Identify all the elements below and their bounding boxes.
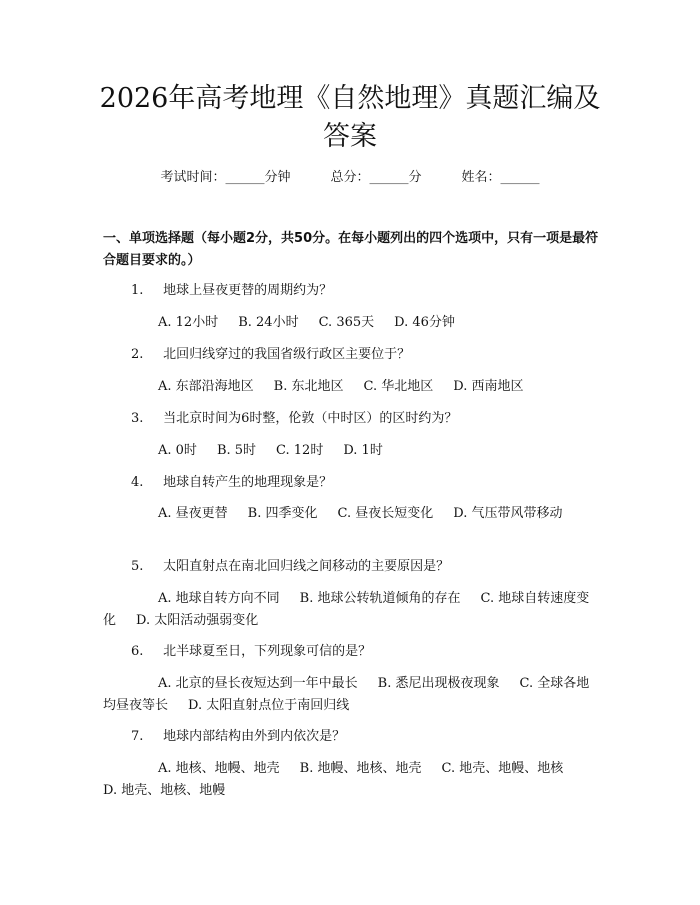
question-text: 地球自转产生的地理现象是？	[163, 475, 333, 490]
question-options	[103, 312, 598, 334]
option-a: A. 地球自转方向不同	[158, 591, 280, 606]
option-a: A. 北京的昼长夜短达到一年中最长	[158, 676, 358, 691]
question-stem	[103, 344, 598, 366]
option-d: D. 气压带风带移动	[453, 506, 563, 521]
option-d: D. 1时	[343, 443, 383, 458]
option-b: B. 24小时	[238, 315, 299, 330]
question-stem	[103, 472, 598, 494]
option-b: B. 悉尼出现极夜现象	[377, 676, 500, 691]
option-d: D. 46分钟	[394, 315, 455, 330]
option-b: B. 东北地区	[273, 379, 344, 394]
question-text: 北半球夏至日，下列现象可信的是？	[163, 644, 372, 659]
total-score-field: 总分：______分	[330, 170, 422, 185]
question-options	[103, 758, 598, 802]
question-options	[103, 440, 598, 462]
option-c: C. 昼夜长短变化	[337, 506, 434, 521]
question-number: 4.	[131, 475, 144, 490]
option-a: A. 12小时	[158, 315, 219, 330]
question-stem	[103, 408, 598, 430]
question-options	[103, 503, 598, 525]
option-d: D. 太阳活动强弱变化	[136, 613, 259, 628]
option-c: C. 全球各地均昼夜等长	[103, 676, 590, 713]
option-d: D. 太阳直射点位于南回归线	[188, 698, 350, 713]
section-heading: 一、单项选择题（每小题2分，共50分。在每小题列出的四个选项中，只有一项是最符合题目要求的。）	[103, 231, 599, 268]
page-title: 2026年高考地理《自然地理》真题汇编及答案	[99, 83, 601, 152]
option-c: C. 地壳、地幔、地核	[441, 761, 564, 776]
question-stem	[103, 726, 598, 748]
question-stem	[103, 280, 598, 302]
question-number: 6.	[131, 644, 144, 659]
question-number: 3.	[131, 411, 144, 426]
option-a: A. 地核、地幔、地壳	[158, 761, 280, 776]
option-b: B. 5时	[216, 443, 257, 458]
option-b: B. 地球公转轨道倾角的存在	[299, 591, 461, 606]
question-options	[103, 673, 598, 717]
option-a: A. 昼夜更替	[158, 506, 228, 521]
question-text: 地球上昼夜更替的周期约为？	[163, 283, 333, 298]
option-d: D. 地壳、地核、地幔	[103, 783, 226, 798]
exam-info-line	[0, 168, 700, 188]
question-text: 当北京时间为6时整，伦敦（中时区）的区时约为？	[163, 411, 458, 426]
question-stem	[103, 641, 598, 663]
option-c: C. 365天	[318, 315, 375, 330]
question-number: 2.	[131, 347, 144, 362]
option-c: C. 地球自转速度变化	[103, 591, 590, 628]
option-d: D. 西南地区	[453, 379, 524, 394]
question-stem	[103, 556, 598, 578]
option-c: C. 华北地区	[363, 379, 434, 394]
question-number: 5.	[131, 559, 144, 574]
question-text: 太阳直射点在南北回归线之间移动的主要原因是？	[163, 559, 450, 574]
question-number: 7.	[131, 729, 144, 744]
option-b: B. 地幔、地核、地壳	[299, 761, 422, 776]
question-options	[103, 588, 598, 632]
option-a: A. 0时	[158, 443, 197, 458]
option-c: C. 12时	[276, 443, 324, 458]
name-field: 姓名：______	[461, 170, 540, 185]
question-text: 地球内部结构由外到内依次是？	[163, 729, 346, 744]
exam-time-field: 考试时间：______分钟	[160, 170, 291, 185]
question-options	[103, 376, 598, 398]
question-text: 北回归线穿过的我国省级行政区主要位于？	[163, 347, 411, 362]
option-a: A. 东部沿海地区	[158, 379, 254, 394]
option-b: B. 四季变化	[247, 506, 318, 521]
question-number: 1.	[131, 283, 144, 298]
